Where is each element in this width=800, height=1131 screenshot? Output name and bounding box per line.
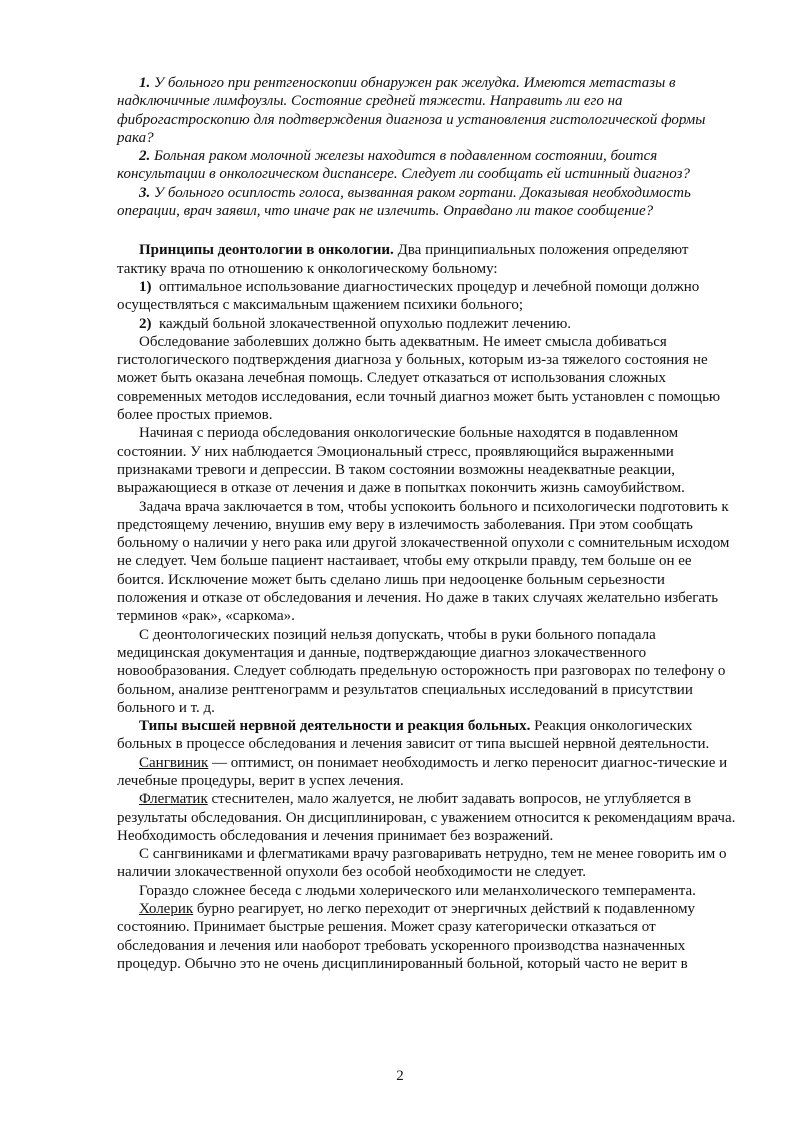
temperament-text: стеснителен, мало жалуется, не любит задавать вопросов, не углубляется в результаты обследования. Он дисциплинирован, с уважением относится к рекомендациям врача. Необходимость обследования и лечения принимает без возражений. — [117, 791, 736, 844]
paragraph: Задача врача заключается в том, чтобы успокоить больного и психологически подготовить к предстоящему лечению, внушив ему веру в излечимость заболевания. При этом сообщать больному о наличии у него рака или другой злокачественной опухоли с сомнительным исходом не следует. Чем больше пациент настаивает, чтобы ему открыли правду, тем больше он ее боится. Исключение может быть сделано лишь при недооценке больным серьезности положения и отказе от обследования и лечения. Но даже в таких случаях желательно избегать терминов «рак», «саркома». — [117, 498, 730, 625]
question-number: 1. — [139, 75, 151, 91]
section-heading: Принципы деонтологии в онкологии. — [139, 242, 394, 259]
principle-number: 2) — [139, 315, 152, 332]
section-gap — [117, 220, 738, 241]
paragraph: С сангвиниками и флегматиками врачу разговаривать нетрудно, тем не менее говорить им о наличии злокачественной опухоли без особой необходимости не следует. — [117, 846, 727, 881]
temperament-term: Сангвиник — [139, 754, 209, 771]
section-deontology-intro — [117, 241, 738, 278]
section-nervous-activity-intro — [117, 717, 738, 754]
question-text: У больного осиплость голоса, вызванная раком гортани. Доказывая необходимость операции, врач заявил, что иначе рак не излечить. Оправдано ли такое сообщение? — [117, 184, 691, 220]
question-number: 2. — [139, 148, 151, 165]
section-heading: Типы высшей нервной деятельности и реакция больных. — [139, 718, 531, 735]
temperament-text: — оптимист, он понимает необходимость и легко переносит диагнос-тические и лечебные процедуры, верит в успех лечения. — [117, 754, 728, 789]
question-2 — [117, 147, 738, 184]
principle-text: оптимальное использование диагностических процедур и лечебной помощи должно осуществляться с максимальным щажением психики больного; — [117, 278, 700, 314]
temperament-sanguine — [117, 754, 738, 791]
question-3 — [117, 184, 738, 221]
principle-number: 1) — [139, 278, 152, 295]
temperament-term: Холерик — [139, 901, 194, 918]
question-number: 3. — [139, 184, 151, 201]
temperament-phlegmatic — [117, 790, 738, 845]
paragraph: Обследование заболевших должно быть адекватным. Не имеет смысла добиваться гистологического подтверждения диагноза у больных, которым из-за тяжелого состояния не может быть оказана лечебная помощь. Следует отказаться от использования сложных современных методов исследования, если точный диагноз может быть установлен с помощью более простых приемов. — [117, 333, 721, 424]
paragraph: Начиная с периода обследования онкологические больные находятся в подавленном состоянии. У них наблюдается Эмоциональный стресс, проявляющийся выраженными признаками тревоги и депрессии. В таком состоянии возможны неадекватные реакции, выражающиеся в отказе от лечения и даже в попытках покончить жизнь самоубийством. — [117, 425, 685, 497]
temperament-choleric — [117, 900, 738, 973]
section-intro-text: Два принципиальных положения определяют тактику врача по отношению к онкологическому больному: — [117, 242, 689, 277]
temperament-text: бурно реагирует, но легко переходит от энергичных действий к подавленному состоянию. Принимает быстрые решения. Может сразу категорически отказаться от обследования и лечения или наоборот требовать ускоренного производства назначенных процедур. Обычно это не очень дисциплинированный больной, который часто не верит в — [117, 901, 696, 972]
page-number: 2 — [396, 1068, 404, 1084]
paragraph: С деонтологических позиций нельзя допускать, чтобы в руки больного попадала медицинская документация и данные, подтверждающие диагноз злокачественного новообразования. Следует соблюдать предельную осторожность при разговорах по телефону о больном, анализе рентгенограмм и результатов специальных исследований в присутствии больного и т. д. — [117, 626, 726, 716]
principle-text: каждый больной злокачественной опухолью подлежит лечению. — [159, 315, 572, 332]
question-1 — [117, 74, 738, 147]
principle-2 — [117, 315, 738, 333]
paragraph: Гораздо сложнее беседа с людьми холерического или меланхолического темперамента. — [139, 882, 696, 899]
principle-1 — [117, 278, 738, 315]
question-text: Больная раком молочной железы находится в подавленном состоянии, боится консультации в онкологическом диспансере. Следует ли сообщать ей истинный диагноз? — [117, 148, 690, 183]
question-text: У больного при рентгеноскопии обнаружен рак желудка. Имеются метастазы в надключичные лимфоузлы. Состояние средней тяжести. Направить ли его на фиброгастроскопию для подтверждения диагноза и установления гистологической формы рака? — [117, 75, 706, 146]
temperament-term: Флегматик — [139, 791, 208, 808]
section-intro-text: Реакция онкологических больных в процессе обследования и лечения зависит от типа высшей нервной деятельности. — [117, 718, 710, 753]
